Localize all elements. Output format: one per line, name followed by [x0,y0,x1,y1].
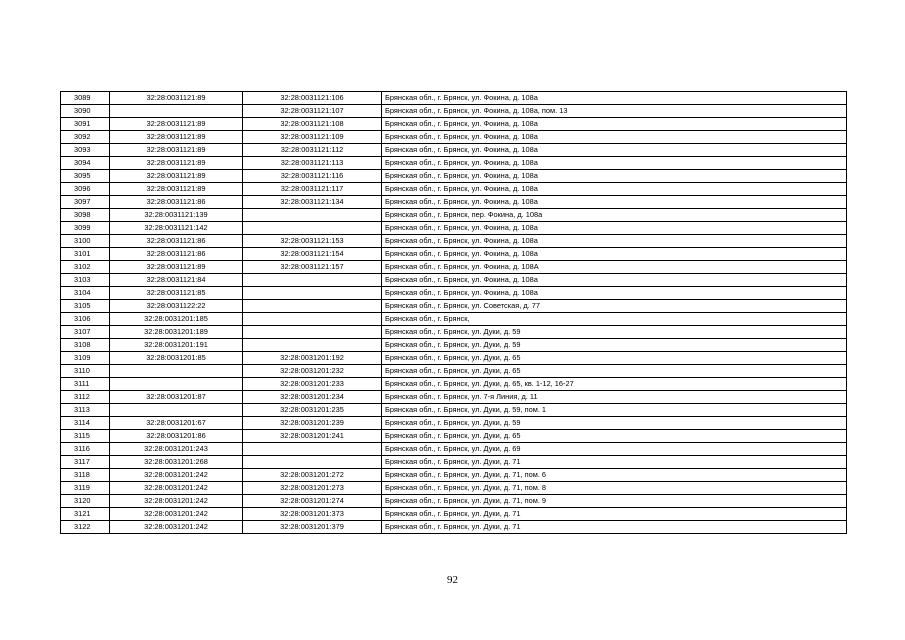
land-plot-cadastral-cell: 32:28:0031121:85 [110,287,243,300]
address-cell: Брянская обл., г. Брянск, ул. Фокина, д. 108а [382,287,847,300]
address-cell: Брянская обл., г. Брянск, ул. Фокина, д. 108а [382,183,847,196]
row-number-cell: 3094 [61,157,110,170]
land-plot-cadastral-cell: 32:28:0031201:86 [110,430,243,443]
row-number-cell: 3098 [61,209,110,222]
land-plot-cadastral-cell: 32:28:0031201:243 [110,443,243,456]
address-cell: Брянская обл., г. Брянск, ул. Фокина, д. 108а [382,274,847,287]
land-plot-cadastral-cell: 32:28:0031121:89 [110,183,243,196]
table-row [61,391,847,404]
object-cadastral-cell: 32:28:0031201:232 [243,365,382,378]
table-row [61,118,847,131]
table-row [61,508,847,521]
address-cell: Брянская обл., г. Брянск, ул. Советская, д. 77 [382,300,847,313]
object-cadastral-cell: 32:28:0031201:272 [243,469,382,482]
object-cadastral-cell: 32:28:0031121:113 [243,157,382,170]
row-number-cell: 3116 [61,443,110,456]
row-number-cell: 3089 [61,92,110,105]
object-cadastral-cell [243,339,382,352]
address-cell: Брянская обл., г. Брянск, ул. Дуки, д. 59 [382,326,847,339]
table-row [61,144,847,157]
address-cell: Брянская обл., г. Брянск, ул. Дуки, д. 65 [382,365,847,378]
address-cell: Брянская обл., г. Брянск, ул. Дуки, д. 65 [382,352,847,365]
object-cadastral-cell [243,456,382,469]
table-row [61,482,847,495]
land-plot-cadastral-cell: 32:28:0031201:191 [110,339,243,352]
table-row [61,521,847,534]
land-plot-cadastral-cell: 32:28:0031201:268 [110,456,243,469]
object-cadastral-cell [243,326,382,339]
address-cell: Брянская обл., г. Брянск, ул. Дуки, д. 71 [382,521,847,534]
table-row [61,313,847,326]
table-row [61,352,847,365]
object-cadastral-cell: 32:28:0031201:192 [243,352,382,365]
address-cell: Брянская обл., г. Брянск, [382,313,847,326]
address-cell: Брянская обл., г. Брянск, ул. Фокина, д. 108а [382,118,847,131]
address-cell: Брянская обл., г. Брянск, ул. Дуки, д. 71, пом. 8 [382,482,847,495]
land-plot-cadastral-cell: 32:28:0031201:242 [110,482,243,495]
row-number-cell: 3092 [61,131,110,144]
address-cell: Брянская обл., г. Брянск, ул. 7-я Линия, д. 11 [382,391,847,404]
address-cell: Брянская обл., г. Брянск, ул. Фокина, д. 108а [382,170,847,183]
row-number-cell: 3107 [61,326,110,339]
object-cadastral-cell: 32:28:0031121:153 [243,235,382,248]
row-number-cell: 3106 [61,313,110,326]
table-row [61,170,847,183]
row-number-cell: 3112 [61,391,110,404]
object-cadastral-cell: 32:28:0031201:241 [243,430,382,443]
row-number-cell: 3102 [61,261,110,274]
object-cadastral-cell: 32:28:0031201:274 [243,495,382,508]
table-row [61,196,847,209]
address-cell: Брянская обл., г. Брянск, ул. Фокина, д. 108а [382,196,847,209]
row-number-cell: 3090 [61,105,110,118]
object-cadastral-cell: 32:28:0031201:239 [243,417,382,430]
object-cadastral-cell: 32:28:0031121:117 [243,183,382,196]
land-plot-cadastral-cell: 32:28:0031121:89 [110,131,243,144]
object-cadastral-cell: 32:28:0031201:235 [243,404,382,417]
object-cadastral-cell [243,313,382,326]
object-cadastral-cell: 32:28:0031201:234 [243,391,382,404]
object-cadastral-cell [243,209,382,222]
land-plot-cadastral-cell: 32:28:0031121:86 [110,248,243,261]
object-cadastral-cell: 32:28:0031121:116 [243,170,382,183]
row-number-cell: 3093 [61,144,110,157]
object-cadastral-cell: 32:28:0031121:134 [243,196,382,209]
row-number-cell: 3099 [61,222,110,235]
object-cadastral-cell [243,287,382,300]
land-plot-cadastral-cell: 32:28:0031121:89 [110,170,243,183]
land-plot-cadastral-cell: 32:28:0031121:86 [110,235,243,248]
land-plot-cadastral-cell: 32:28:0031201:242 [110,469,243,482]
table-row [61,105,847,118]
address-cell: Брянская обл., г. Брянск, ул. Дуки, д. 65, кв. 1-12, 16-27 [382,378,847,391]
land-plot-cadastral-cell: 32:28:0031121:89 [110,261,243,274]
object-cadastral-cell: 32:28:0031121:109 [243,131,382,144]
page-number: 92 [447,574,458,586]
object-cadastral-cell: 32:28:0031121:107 [243,105,382,118]
address-cell: Брянская обл., г. Брянск, ул. Дуки, д. 71 [382,456,847,469]
land-plot-cadastral-cell: 32:28:0031122:22 [110,300,243,313]
object-cadastral-cell: 32:28:0031121:106 [243,92,382,105]
table-row [61,183,847,196]
address-cell: Брянская обл., г. Брянск, ул. Дуки, д. 69 [382,443,847,456]
address-cell: Брянская обл., г. Брянск, ул. Фокина, д. 108а [382,144,847,157]
table-row [61,443,847,456]
land-plot-cadastral-cell: 32:28:0031201:242 [110,521,243,534]
row-number-cell: 3096 [61,183,110,196]
row-number-cell: 3103 [61,274,110,287]
row-number-cell: 3118 [61,469,110,482]
table-row [61,300,847,313]
table-row [61,430,847,443]
object-cadastral-cell [243,222,382,235]
table-row [61,222,847,235]
address-cell: Брянская обл., г. Брянск, ул. Фокина, д. 108а, пом. 13 [382,105,847,118]
cadastral-table [60,91,847,534]
land-plot-cadastral-cell: 32:28:0031201:87 [110,391,243,404]
row-number-cell: 3119 [61,482,110,495]
address-cell: Брянская обл., г. Брянск, пер. Фокина, д. 108а [382,209,847,222]
table-row [61,326,847,339]
address-cell: Брянская обл., г. Брянск, ул. Дуки, д. 71 [382,508,847,521]
object-cadastral-cell: 32:28:0031201:373 [243,508,382,521]
table-row [61,235,847,248]
object-cadastral-cell: 32:28:0031121:157 [243,261,382,274]
row-number-cell: 3109 [61,352,110,365]
table-row [61,456,847,469]
address-cell: Брянская обл., г. Брянск, ул. Фокина, д. 108А [382,261,847,274]
row-number-cell: 3122 [61,521,110,534]
row-number-cell: 3105 [61,300,110,313]
table-row [61,287,847,300]
table-row [61,417,847,430]
row-number-cell: 3095 [61,170,110,183]
land-plot-cadastral-cell [110,378,243,391]
address-cell: Брянская обл., г. Брянск, ул. Фокина, д. 108а [382,92,847,105]
row-number-cell: 3101 [61,248,110,261]
row-number-cell: 3121 [61,508,110,521]
land-plot-cadastral-cell: 32:28:0031121:89 [110,144,243,157]
land-plot-cadastral-cell: 32:28:0031201:67 [110,417,243,430]
object-cadastral-cell [243,300,382,313]
land-plot-cadastral-cell [110,105,243,118]
object-cadastral-cell: 32:28:0031121:108 [243,118,382,131]
land-plot-cadastral-cell: 32:28:0031201:85 [110,352,243,365]
row-number-cell: 3117 [61,456,110,469]
table-row [61,404,847,417]
land-plot-cadastral-cell: 32:28:0031201:185 [110,313,243,326]
table-row [61,248,847,261]
land-plot-cadastral-cell: 32:28:0031201:242 [110,508,243,521]
object-cadastral-cell: 32:28:0031201:379 [243,521,382,534]
address-cell: Брянская обл., г. Брянск, ул. Дуки, д. 59, пом. 1 [382,404,847,417]
land-plot-cadastral-cell [110,365,243,378]
table-row [61,339,847,352]
land-plot-cadastral-cell: 32:28:0031121:89 [110,157,243,170]
land-plot-cadastral-cell: 32:28:0031121:139 [110,209,243,222]
address-cell: Брянская обл., г. Брянск, ул. Дуки, д. 59 [382,417,847,430]
table-row [61,495,847,508]
object-cadastral-cell: 32:28:0031201:273 [243,482,382,495]
land-plot-cadastral-cell: 32:28:0031121:142 [110,222,243,235]
address-cell: Брянская обл., г. Брянск, ул. Фокина, д. 108а [382,248,847,261]
row-number-cell: 3115 [61,430,110,443]
object-cadastral-cell [243,274,382,287]
table-row [61,274,847,287]
row-number-cell: 3110 [61,365,110,378]
land-plot-cadastral-cell: 32:28:0031121:89 [110,118,243,131]
row-number-cell: 3108 [61,339,110,352]
row-number-cell: 3104 [61,287,110,300]
address-cell: Брянская обл., г. Брянск, ул. Дуки, д. 59 [382,339,847,352]
address-cell: Брянская обл., г. Брянск, ул. Дуки, д. 65 [382,430,847,443]
land-plot-cadastral-cell [110,404,243,417]
row-number-cell: 3100 [61,235,110,248]
row-number-cell: 3113 [61,404,110,417]
object-cadastral-cell [243,443,382,456]
table-body [61,92,847,534]
address-cell: Брянская обл., г. Брянск, ул. Дуки, д. 71, пом. 6 [382,469,847,482]
object-cadastral-cell: 32:28:0031201:233 [243,378,382,391]
table-row [61,157,847,170]
address-cell: Брянская обл., г. Брянск, ул. Фокина, д. 108а [382,222,847,235]
land-plot-cadastral-cell: 32:28:0031121:84 [110,274,243,287]
table-row [61,365,847,378]
row-number-cell: 3111 [61,378,110,391]
row-number-cell: 3120 [61,495,110,508]
table-row [61,378,847,391]
row-number-cell: 3091 [61,118,110,131]
land-plot-cadastral-cell: 32:28:0031201:189 [110,326,243,339]
table-row [61,209,847,222]
address-cell: Брянская обл., г. Брянск, ул. Дуки, д. 71, пом. 9 [382,495,847,508]
table-row [61,469,847,482]
row-number-cell: 3097 [61,196,110,209]
land-plot-cadastral-cell: 32:28:0031201:242 [110,495,243,508]
row-number-cell: 3114 [61,417,110,430]
object-cadastral-cell: 32:28:0031121:154 [243,248,382,261]
table-row [61,131,847,144]
address-cell: Брянская обл., г. Брянск, ул. Фокина, д. 108а [382,235,847,248]
address-cell: Брянская обл., г. Брянск, ул. Фокина, д. 108а [382,131,847,144]
land-plot-cadastral-cell: 32:28:0031121:89 [110,92,243,105]
address-cell: Брянская обл., г. Брянск, ул. Фокина, д. 108а [382,157,847,170]
object-cadastral-cell: 32:28:0031121:112 [243,144,382,157]
table-row [61,92,847,105]
table-row [61,261,847,274]
land-plot-cadastral-cell: 32:28:0031121:86 [110,196,243,209]
